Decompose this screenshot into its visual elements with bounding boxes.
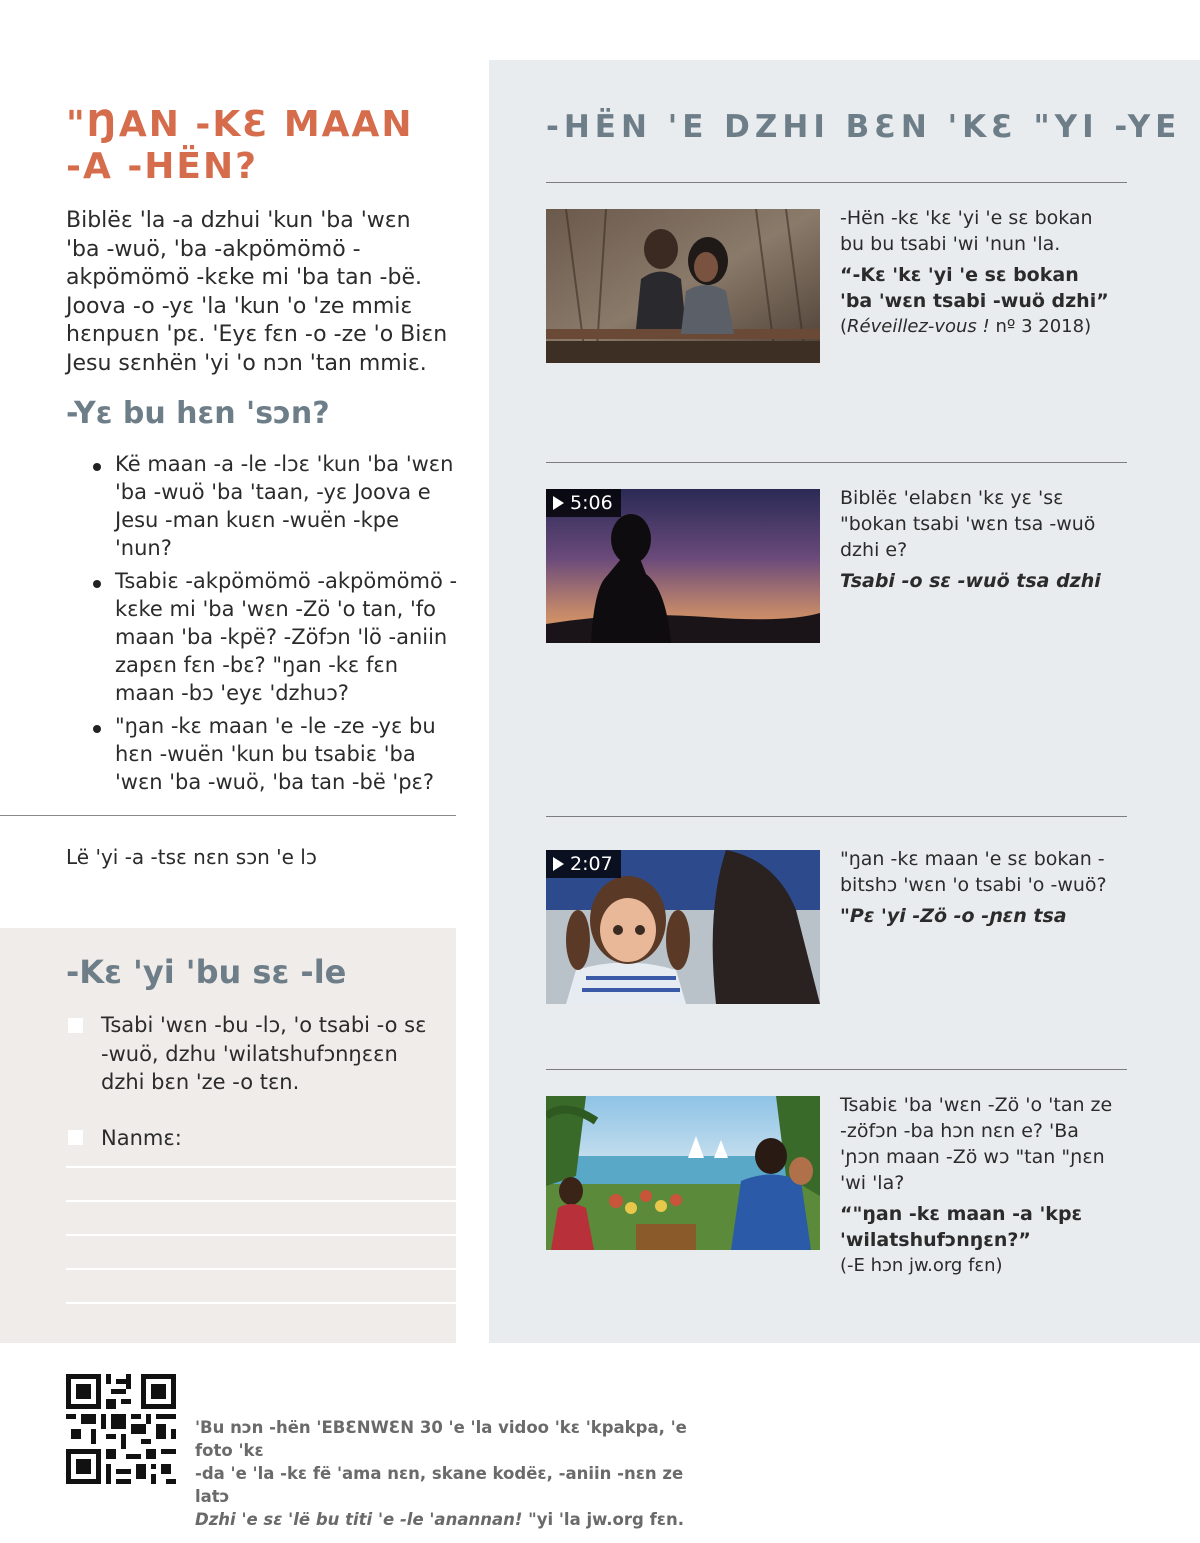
resource-title[interactable]: "Pɛ 'yi -Zö -o -ɲɛn tsa [840, 905, 1067, 927]
write-line[interactable] [66, 1234, 456, 1236]
resources-title: -HËN 'E DZHI BƐN 'KƐ "YI -YE [546, 109, 1182, 145]
task-heading: -Kɛ 'yi 'bu sɛ -le [66, 953, 347, 991]
footer-line-3: "yi 'la jw.org fɛn. [522, 1510, 684, 1529]
question-item: "ŋan -kɛ maan 'e -le -ze -yɛ bu hɛn -wuën 'kun bu tsabiɛ 'ba 'wɛn 'ba -wuö, 'ba tan -bë 'pɛ? [90, 712, 462, 796]
divider [546, 462, 1127, 463]
footer-italic: Dzhi 'e sɛ 'lë bu titi 'e -le 'anannan! [195, 1510, 523, 1529]
qr-code-icon[interactable] [66, 1374, 176, 1484]
video-duration-badge: 2:07 [546, 850, 621, 878]
video-duration-badge: 5:06 [546, 489, 621, 517]
resource-source: (-E hɔn jw.org fɛn) [840, 1255, 1003, 1276]
divider [546, 182, 1127, 183]
divider [546, 816, 1127, 817]
task-text: Tsabi 'wɛn -bu -lɔ, 'o tsabi -o sɛ -wuö, dzhu 'wilatshufɔnŋɛɛn dzhi bɛn 'ze -o tɛn. [101, 1013, 427, 1094]
footer-line-2: -da 'e 'la -kɛ fë 'ama nɛn, skane kodëɛ, -aniin -nɛn ze latɔ [195, 1464, 684, 1506]
resource-description: -Hën -kɛ 'kɛ 'yi 'e sɛ bokan bu bu tsabi 'wi 'nun 'la. [840, 207, 1093, 255]
resource-source: (Réveillez-vous ! nº 3 2018) [840, 316, 1092, 337]
question-item: Tsabiɛ -akpömömö -akpömömö -kɛke mi 'ba 'wɛn -Zö 'o tan, 'fo maan 'ba -kpë? -Zöfɔn 'lö -aniin zapɛn fɛn -bɛ? "ŋan -kɛ fɛn maan -bɔ 'eyɛ 'dzhuɔ? [90, 567, 462, 707]
intro-paragraph: Biblëɛ 'la -a dzhui 'kun 'ba 'wɛn 'ba -wuö, 'ba -akpömömö -akpömömö -kɛke mi 'ba tan -bë. Joova -o -yɛ 'la 'kun 'o 'ze mmiɛ hɛnpuɛn 'pɛ. 'Eyɛ fɛn -o -ze 'o Biɛn Jesu sɛnhën 'yi 'o nɔn 'tan mmiɛ. [66, 208, 448, 376]
task-checkbox[interactable] [68, 1018, 83, 1033]
name-label: Nanmɛ: [101, 1126, 182, 1150]
write-line[interactable] [66, 1166, 456, 1168]
note-text: Lë 'yi -a -tsɛ nɛn sɔn 'e lɔ [66, 845, 317, 869]
resource-description: "ŋan -kɛ maan 'e sɛ bokan -bitshɔ 'wɛn 'o tsabi 'o -wuö? [840, 848, 1107, 896]
resource-title[interactable]: Tsabi -o sɛ -wuö tsa dzhi [840, 570, 1101, 592]
resource-title[interactable]: “"ŋan -kɛ maan -a 'kpɛ 'wilatshufɔnŋɛn?” [840, 1203, 1083, 1251]
divider [0, 815, 456, 816]
page-title [66, 104, 446, 188]
resource-description: Biblëɛ 'elabɛn 'kɛ yɛ 'sɛ "bokan tsabi 'wɛn tsa -wuö dzhi e? [840, 487, 1096, 561]
title-line-2: -A -HËN? [66, 146, 259, 187]
footer-line-1: 'Bu nɔn -hën 'EBƐNWƐN 30 'e 'la vidoo 'kɛ 'kpakpa, 'e foto 'kɛ [195, 1418, 687, 1460]
questions-heading: -Yɛ bu hɛn 'sɔn? [66, 396, 330, 431]
resource-description: Tsabiɛ 'ba 'wɛn -Zö 'o 'tan ze -zöfɔn -ba hɔn nɛn e? 'Ba 'ɲɔn maan -Zö wɔ "tan "ɲɛn 'wi 'la? [840, 1094, 1113, 1194]
divider [546, 1069, 1127, 1070]
resource-item-3 [840, 846, 1115, 929]
resource-item-2 [840, 485, 1115, 594]
bullet-icon [93, 725, 101, 733]
write-line[interactable] [66, 1200, 456, 1202]
play-icon [553, 496, 564, 510]
question-item: Kë maan -a -le -lɔɛ 'kun 'ba 'wɛn 'ba -wuö 'ba 'taan, -yɛ Joova e Jesu -man kuɛn -wuën -kpe 'nun? [90, 450, 462, 562]
name-checkbox[interactable] [68, 1130, 83, 1145]
video-thumbnail-silhouette[interactable] [546, 489, 820, 643]
questions-list [90, 450, 462, 801]
resource-item-1 [840, 205, 1115, 340]
footer-text [195, 1416, 715, 1531]
write-line[interactable] [66, 1268, 456, 1270]
bullet-icon [93, 580, 101, 588]
write-line[interactable] [66, 1302, 456, 1304]
bullet-icon [93, 463, 101, 471]
resource-item-4 [840, 1092, 1115, 1279]
video-thumbnail-girl[interactable] [546, 850, 820, 1004]
couple-photo[interactable] [546, 209, 820, 363]
paradise-illustration[interactable] [546, 1096, 820, 1250]
resource-title[interactable]: “-Kɛ 'kɛ 'yi 'e sɛ bokan 'ba 'wɛn tsabi -wuö dzhi” [840, 264, 1109, 312]
play-icon [553, 857, 564, 871]
title-line-1: "ŊAN -KƐ MAAN [66, 104, 414, 145]
